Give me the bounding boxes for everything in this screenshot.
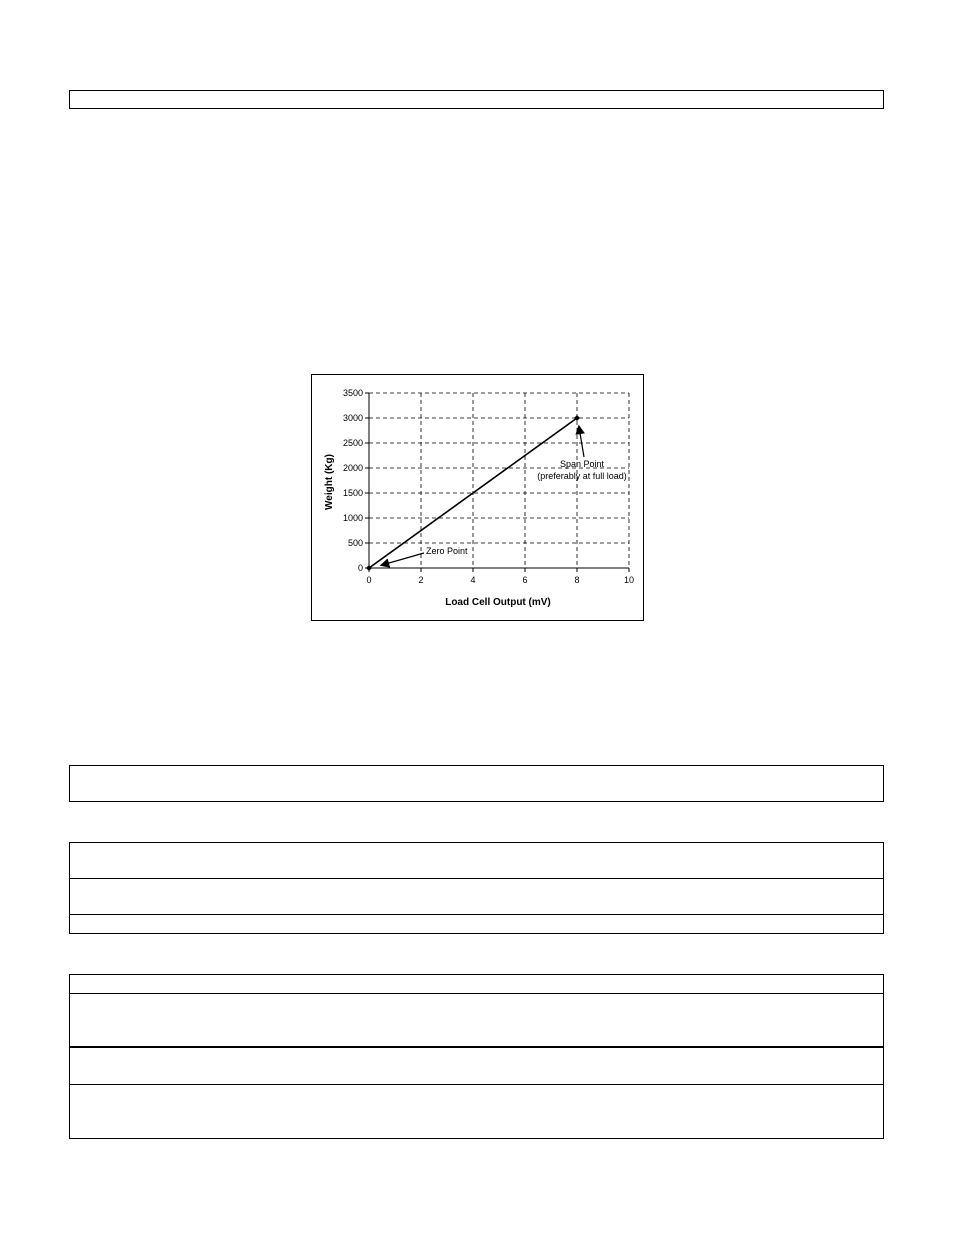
y-tick-label: 3000 [342,413,363,423]
y-tick-label: 3500 [342,388,363,398]
span-point-sublabel: (preferably at full load) [537,471,627,481]
y-tick-label: 0 [357,563,363,573]
span-point-arrow [579,427,584,457]
table-row-divider [70,1084,883,1085]
zero-point-label: Zero Point [426,546,468,556]
x-axis-title: Load Cell Output (mV) [445,597,551,608]
table-row-divider [70,993,883,994]
calibration-chart-frame [311,374,644,621]
y-tick-label: 2500 [342,438,363,448]
y-tick-label: 500 [347,538,363,548]
y-tick-label: 1000 [342,513,363,523]
table-row-divider [70,914,883,915]
parameter-table-1 [69,842,884,934]
note-table-box [69,765,884,802]
calibration-chart [312,375,643,620]
x-tick-label: 10 [623,575,635,585]
header-table-box [69,90,884,109]
x-tick-label: 6 [522,575,528,585]
y-tick-label: 1500 [342,488,363,498]
table-row-divider [70,1046,883,1048]
x-tick-label: 4 [470,575,476,585]
table-row-divider [70,878,883,879]
parameter-table-2 [69,974,884,1139]
y-axis-title: Weight (Kg) [324,454,335,510]
x-tick-label: 8 [574,575,580,585]
x-tick-label: 2 [418,575,424,585]
span-point-label: Span Point [559,459,605,469]
y-tick-label: 2000 [342,463,363,473]
x-tick-label: 0 [366,575,372,585]
